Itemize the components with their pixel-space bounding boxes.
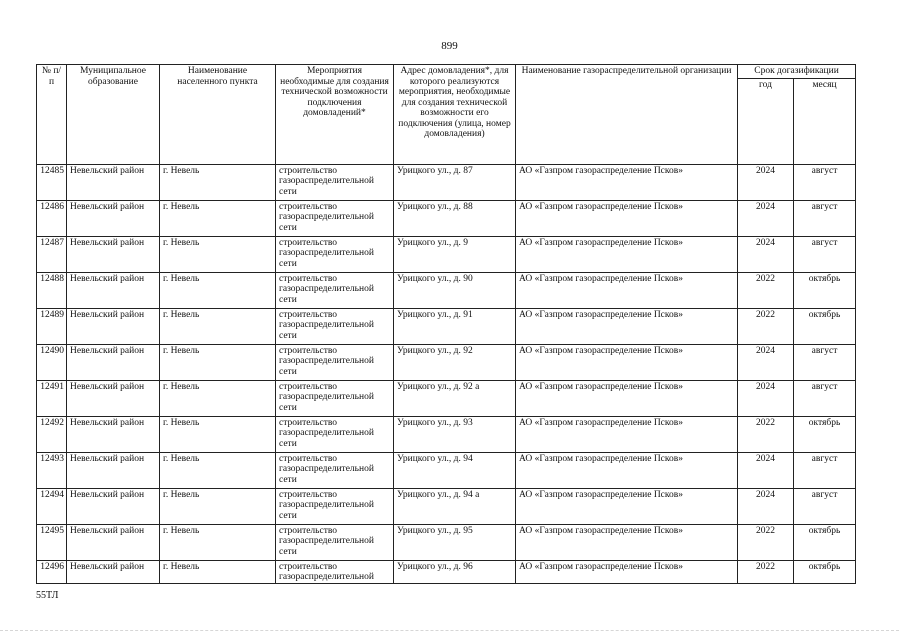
- cell-organization: АО «Газпром газораспределение Псков»: [516, 344, 738, 380]
- cell-measure-text: строительство газораспределительной сети: [279, 237, 374, 269]
- cell-month: октябрь: [794, 560, 856, 583]
- cell-municipality: Невельский район: [67, 272, 160, 308]
- header-municipality: Муниципальное образование: [67, 65, 160, 165]
- cell-settlement: г. Невель: [160, 560, 276, 583]
- header-measures: Мероприятия необходимые для создания технической возможности подключения домовладений*: [276, 65, 394, 165]
- cell-num: 12488: [37, 272, 67, 308]
- header-organization: Наименование газораспределительной организации: [516, 65, 738, 165]
- cell-organization: АО «Газпром газораспределение Псков»: [516, 452, 738, 488]
- cell-address: Урицкого ул., д. 90: [394, 272, 516, 308]
- cell-address: Урицкого ул., д. 93: [394, 416, 516, 452]
- table-row: [37, 452, 856, 488]
- cell-settlement: г. Невель: [160, 272, 276, 308]
- cell-address: Урицкого ул., д. 9: [394, 236, 516, 272]
- header-num: № п/п: [37, 65, 67, 165]
- cell-settlement: г. Невель: [160, 236, 276, 272]
- cell-municipality: Невельский район: [67, 524, 160, 560]
- cell-address: Урицкого ул., д. 94 а: [394, 488, 516, 524]
- cell-num: 12493: [37, 452, 67, 488]
- cell-settlement: г. Невель: [160, 200, 276, 236]
- cell-organization: АО «Газпром газораспределение Псков»: [516, 200, 738, 236]
- cell-num: 12490: [37, 344, 67, 380]
- cell-address: Урицкого ул., д. 96: [394, 560, 516, 583]
- gasification-table: [36, 64, 856, 584]
- cell-organization: АО «Газпром газораспределение Псков»: [516, 164, 738, 200]
- cell-measure: [276, 200, 394, 236]
- cell-settlement: г. Невель: [160, 524, 276, 560]
- table-body: [37, 164, 856, 583]
- cell-municipality: Невельский район: [67, 416, 160, 452]
- cell-municipality: Невельский район: [67, 344, 160, 380]
- cell-measure: [276, 236, 394, 272]
- cell-measure-text: строительство газораспределительной: [279, 561, 374, 582]
- cell-measure: [276, 416, 394, 452]
- cell-month: август: [794, 236, 856, 272]
- cell-settlement: г. Невель: [160, 164, 276, 200]
- cell-year: 2022: [738, 308, 794, 344]
- cell-address: Урицкого ул., д. 91: [394, 308, 516, 344]
- cell-month: октябрь: [794, 416, 856, 452]
- cell-settlement: г. Невель: [160, 416, 276, 452]
- cell-measure-text: строительство газораспределительной сети: [279, 525, 374, 557]
- cell-organization: АО «Газпром газораспределение Псков»: [516, 488, 738, 524]
- header-deadline: Срок догазификации: [738, 65, 856, 79]
- table-row: [37, 380, 856, 416]
- cell-year: 2024: [738, 488, 794, 524]
- cell-address: Урицкого ул., д. 92 а: [394, 380, 516, 416]
- cell-measure-text: строительство газораспределительной сети: [279, 453, 374, 485]
- cell-address: Урицкого ул., д. 94: [394, 452, 516, 488]
- cell-organization: АО «Газпром газораспределение Псков»: [516, 416, 738, 452]
- cell-month: август: [794, 452, 856, 488]
- cell-month: август: [794, 164, 856, 200]
- cell-municipality: Невельский район: [67, 380, 160, 416]
- cell-municipality: Невельский район: [67, 164, 160, 200]
- header-address: Адрес домовладения*, для которого реализуются мероприятия, необходимые для создания технической возможности его подключения (улица, номер домовладения): [394, 65, 516, 165]
- cell-settlement: г. Невель: [160, 344, 276, 380]
- cell-year: 2024: [738, 452, 794, 488]
- cell-num: 12494: [37, 488, 67, 524]
- cell-year: 2024: [738, 344, 794, 380]
- cell-municipality: Невельский район: [67, 236, 160, 272]
- cell-municipality: Невельский район: [67, 308, 160, 344]
- cell-month: август: [794, 344, 856, 380]
- cell-measure: [276, 308, 394, 344]
- footer-code: 55ТЛ: [36, 590, 59, 601]
- cell-measure-text: строительство газораспределительной сети: [279, 309, 374, 341]
- cell-month: октябрь: [794, 308, 856, 344]
- cell-num: 12492: [37, 416, 67, 452]
- cell-num: 12487: [37, 236, 67, 272]
- scan-edge-divider: [0, 630, 899, 632]
- cell-measure: [276, 164, 394, 200]
- header-settlement: Наименование населенного пункта: [160, 65, 276, 165]
- table-row: [37, 272, 856, 308]
- cell-address: Урицкого ул., д. 88: [394, 200, 516, 236]
- cell-municipality: Невельский район: [67, 200, 160, 236]
- cell-address: Урицкого ул., д. 87: [394, 164, 516, 200]
- cell-month: октябрь: [794, 272, 856, 308]
- cell-num: 12491: [37, 380, 67, 416]
- cell-year: 2022: [738, 416, 794, 452]
- cell-measure: [276, 344, 394, 380]
- cell-year: 2022: [738, 524, 794, 560]
- cell-month: август: [794, 200, 856, 236]
- cell-settlement: г. Невель: [160, 308, 276, 344]
- cell-measure-text: строительство газораспределительной сети: [279, 273, 374, 305]
- cell-measure: [276, 380, 394, 416]
- cell-year: 2022: [738, 272, 794, 308]
- cell-measure-text: строительство газораспределительной сети: [279, 489, 374, 521]
- cell-year: 2024: [738, 380, 794, 416]
- cell-organization: АО «Газпром газораспределение Псков»: [516, 524, 738, 560]
- table-row: [37, 416, 856, 452]
- cell-address: Урицкого ул., д. 95: [394, 524, 516, 560]
- table-row: [37, 344, 856, 380]
- cell-settlement: г. Невель: [160, 488, 276, 524]
- table-row: [37, 164, 856, 200]
- cell-settlement: г. Невель: [160, 452, 276, 488]
- cell-municipality: Невельский район: [67, 560, 160, 583]
- table-row: [37, 488, 856, 524]
- cell-organization: АО «Газпром газораспределение Псков»: [516, 308, 738, 344]
- cell-month: октябрь: [794, 524, 856, 560]
- cell-num: 12495: [37, 524, 67, 560]
- cell-month: август: [794, 380, 856, 416]
- cell-year: 2024: [738, 164, 794, 200]
- cell-municipality: Невельский район: [67, 452, 160, 488]
- header-month: месяц: [794, 78, 856, 164]
- cell-organization: АО «Газпром газораспределение Псков»: [516, 236, 738, 272]
- cell-measure-text: строительство газораспределительной сети: [279, 201, 374, 233]
- cell-measure-text: строительство газораспределительной сети: [279, 417, 374, 449]
- cell-measure: [276, 560, 394, 583]
- cell-num: 12486: [37, 200, 67, 236]
- cell-year: 2024: [738, 236, 794, 272]
- cell-num: 12489: [37, 308, 67, 344]
- cell-measure-text: строительство газораспределительной сети: [279, 345, 374, 377]
- cell-num: 12496: [37, 560, 67, 583]
- table-row: [37, 308, 856, 344]
- page-number: 899: [441, 40, 458, 52]
- cell-organization: АО «Газпром газораспределение Псков»: [516, 380, 738, 416]
- cell-measure: [276, 488, 394, 524]
- cell-measure: [276, 452, 394, 488]
- cell-measure-text: строительство газораспределительной сети: [279, 381, 374, 413]
- table-row: [37, 200, 856, 236]
- cell-measure-text: строительство газораспределительной сети: [279, 165, 374, 197]
- table-row: [37, 524, 856, 560]
- cell-year: 2024: [738, 200, 794, 236]
- cell-municipality: Невельский район: [67, 488, 160, 524]
- table-row: [37, 560, 856, 583]
- cell-measure: [276, 272, 394, 308]
- cell-organization: АО «Газпром газораспределение Псков»: [516, 560, 738, 583]
- cell-measure: [276, 524, 394, 560]
- cell-settlement: г. Невель: [160, 380, 276, 416]
- cell-num: 12485: [37, 164, 67, 200]
- cell-year: 2022: [738, 560, 794, 583]
- cell-month: август: [794, 488, 856, 524]
- cell-organization: АО «Газпром газораспределение Псков»: [516, 272, 738, 308]
- table-row: [37, 236, 856, 272]
- cell-address: Урицкого ул., д. 92: [394, 344, 516, 380]
- header-year: год: [738, 78, 794, 164]
